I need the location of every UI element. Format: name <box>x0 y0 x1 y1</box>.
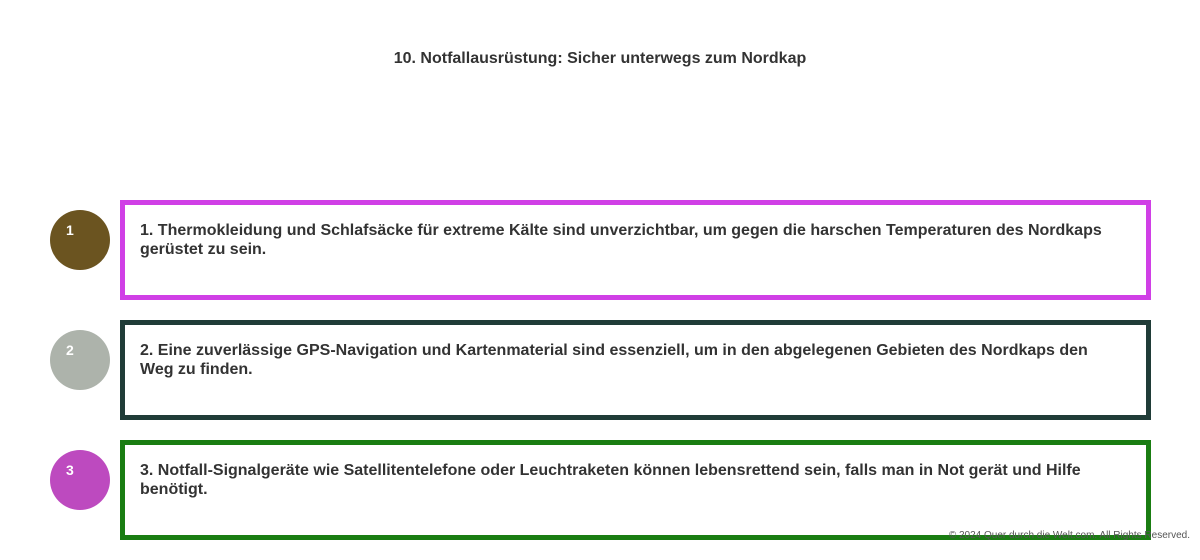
number-badge <box>50 330 110 390</box>
list-item <box>0 440 1200 540</box>
item-number: 2 <box>66 342 74 358</box>
item-text: 3. Notfall-Signalgeräte wie Satellitentelefone oder Leuchtraketen können lebensrettend sein, falls man in Not gerät und Hilfe benötigt. <box>140 462 1081 498</box>
number-badge <box>50 210 110 270</box>
copyright-footer: © 2024 Quer durch die Welt.com. All Rights Reserved. <box>948 530 1190 541</box>
page-title: 10. Notfallausrüstung: Sicher unterwegs zum Nordkap <box>393 50 807 67</box>
list-item <box>0 320 1200 420</box>
item-number: 3 <box>66 462 74 478</box>
item-text: 1. Thermokleidung und Schlafsäcke für extreme Kälte sind unverzichtbar, um gegen die harschen Temperaturen des Nordkaps gerüstet zu sein. <box>140 222 1102 258</box>
list-item <box>0 200 1200 300</box>
number-badge <box>50 450 110 510</box>
item-text: 2. Eine zuverlässige GPS-Navigation und Kartenmaterial sind essenziell, um in den abgelegenen Gebieten des Nordkaps den Weg zu finden. <box>140 342 1088 378</box>
item-number: 1 <box>66 222 74 238</box>
